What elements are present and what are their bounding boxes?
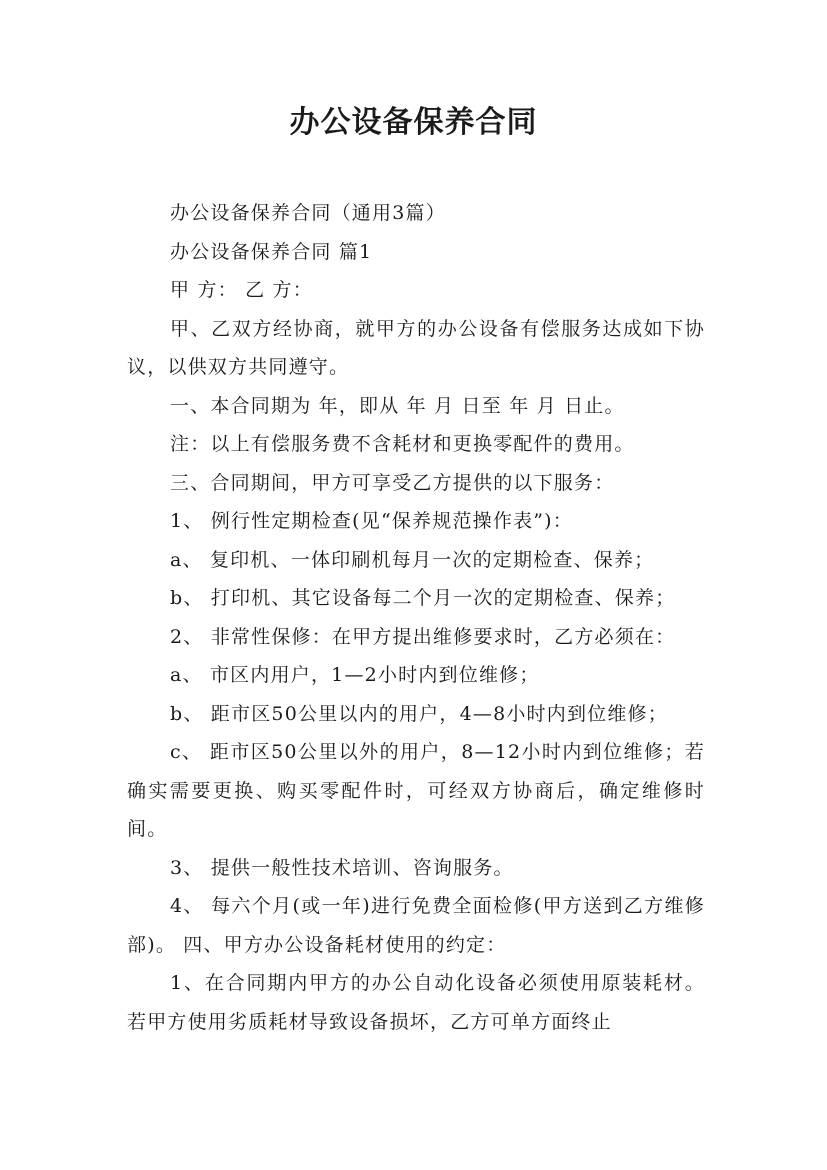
paragraph-intro: 甲、乙双方经协商，就甲方的办公设备有偿服务达成如下协议，以供双方共同遵守。 xyxy=(127,317,705,378)
paragraph-term: 一、本合同期为 年，即从 年 月 日至 年 月 日止。 xyxy=(170,394,625,417)
paragraph-services-heading: 三、合同期间，甲方可享受乙方提供的以下服务： xyxy=(170,471,615,494)
paragraph-item-1b: b、 打印机、其它设备每二个月一次的定期检查、保养； xyxy=(170,587,676,609)
paragraph-note: 注：以上有偿服务费不含耗材和更换零配件的费用。 xyxy=(170,433,635,455)
paragraph-item-3: 3、 提供一般性技术培训、咨询服务。 xyxy=(170,856,514,879)
paragraph-item-1a: a、 复印机、一体印刷机每月一次的定期检查、保养； xyxy=(170,548,655,571)
paragraph-item-2c: c、 距市区50公里以外的用户，8—12小时内到位维修；若确实需要更换、购买零配件时，可经双方协商后，确定维修时间。 xyxy=(127,741,705,840)
paragraph-consumables-1: 1、在合同期内甲方的办公自动化设备必须使用原装耗材。若甲方使用劣质耗材导致设备损坏，乙方可单方面终止 xyxy=(127,972,705,1033)
paragraph-item-4: 4、 每六个月(或一年)进行免费全面检修(甲方送到乙方维修部)。 四、甲方办公设备耗材使用的约定： xyxy=(127,895,705,956)
document-body xyxy=(127,194,705,1041)
paragraph-subtitle: 办公设备保养合同（通用3篇） xyxy=(170,202,446,224)
paragraph-item-2a: a、 市区内用户，1—2小时内到位维修； xyxy=(170,664,540,686)
paragraph-item-2b: b、 距市区50公里以内的用户，4—8小时内到位维修； xyxy=(170,702,668,725)
paragraph-item-2: 2、 非常性保修：在甲方提出维修要求时，乙方必须在： xyxy=(170,625,676,648)
paragraph-item-1: 1、 例行性定期检查(见“保养规范操作表”)： xyxy=(170,510,573,532)
paragraph-section-heading: 办公设备保养合同 篇1 xyxy=(170,240,373,263)
document-title: 办公设备保养合同 xyxy=(289,105,538,140)
paragraph-parties: 甲 方： 乙 方： xyxy=(170,279,313,301)
